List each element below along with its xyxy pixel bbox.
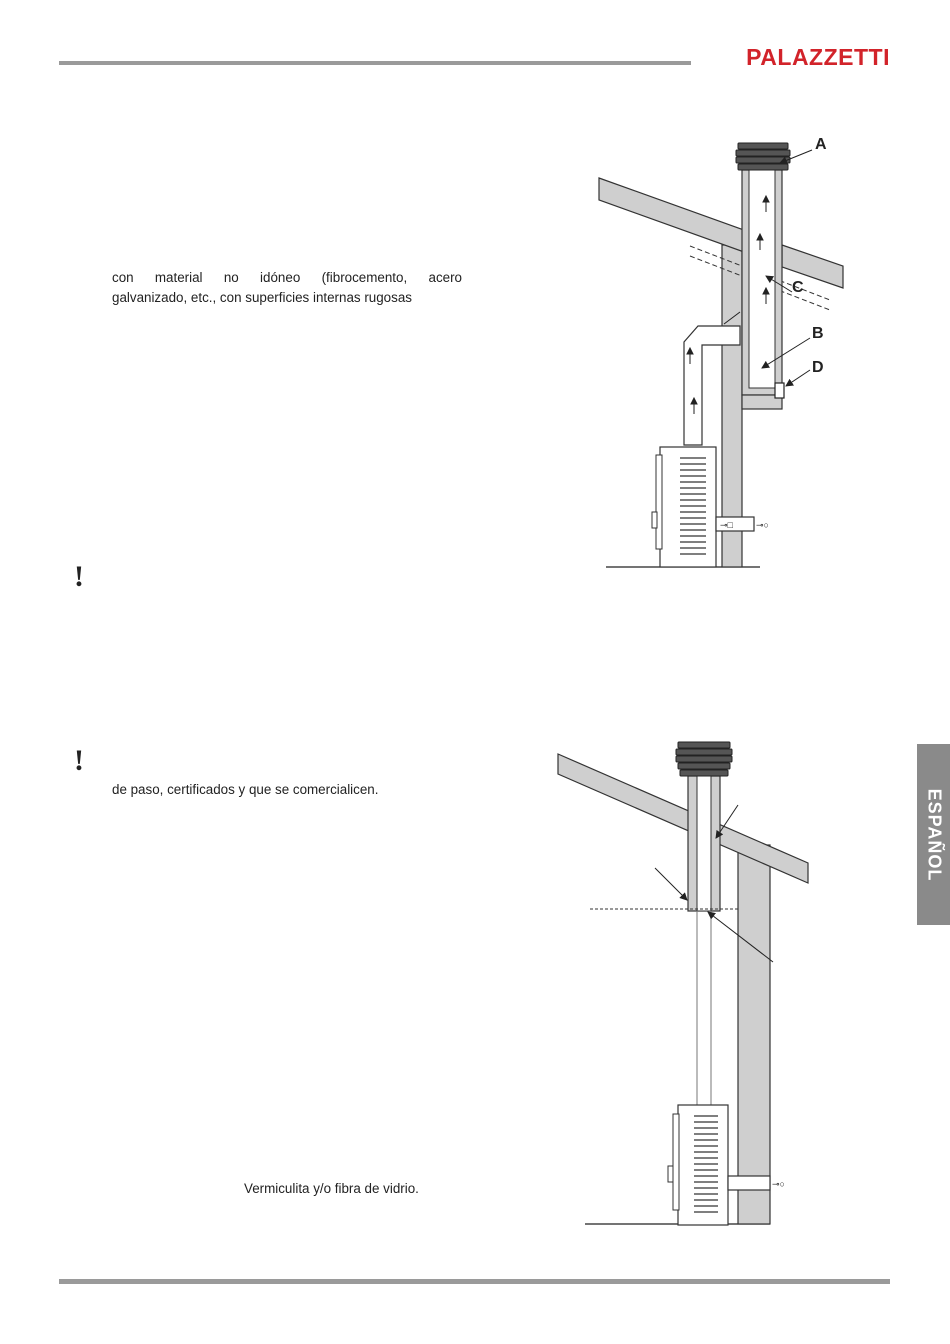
stove [652,447,716,567]
roof-slab-left [599,178,744,252]
label-c: C [792,279,804,296]
leader-d [786,370,810,386]
leader-insulation [655,868,687,900]
air-intake-glyph: ⊸□ [720,520,733,530]
air-intake-glyph: ⊸○ [756,520,769,530]
paragraph-certified: de paso, certificados y que se comercialicen. [112,782,379,797]
paragraph-line: con material no idóneo (fibrocemento, acero [112,270,462,285]
brand-wordmark: PALAZZETTI [746,44,890,68]
language-tab-label: ESPAÑOL [924,788,944,881]
warning-icon: ! [74,560,84,593]
label-a: A [815,136,827,153]
label-d: D [812,359,824,376]
chimney-cap [676,742,732,776]
figure-1 [599,136,843,567]
footer-rule [59,1279,890,1284]
inspection-door [775,383,784,398]
paragraph-line: galvanizado, etc., con superficies internas rugosas [112,290,412,305]
label-b: B [812,325,824,342]
flue-inner [697,776,711,911]
stove [668,1105,728,1225]
air-intake [728,1176,770,1190]
paragraph-vermiculite: Vermiculita y/o fibra de vidrio. [244,1181,419,1196]
chimney-cap [736,143,790,170]
warning-icon: ! [74,744,84,777]
wall-column [738,845,770,1224]
air-intake-glyph: ⊸○ [772,1179,785,1189]
figure-2 [558,742,808,1225]
